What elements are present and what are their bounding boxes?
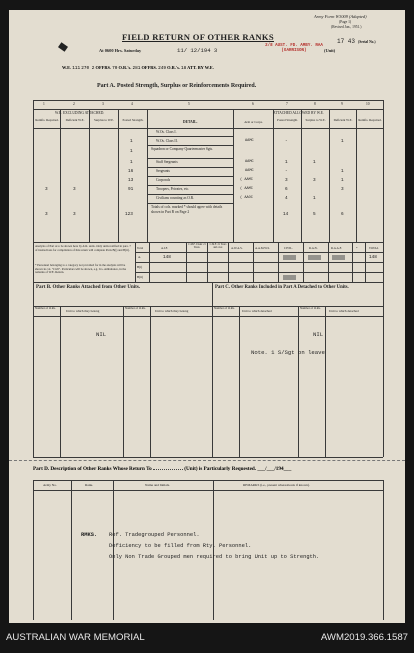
posted-strength: 16	[128, 169, 134, 174]
att-deficient: 1	[341, 139, 344, 144]
posted-strength: 1	[130, 139, 133, 144]
att-posted: 3	[285, 178, 288, 183]
att-surplus: 3	[313, 178, 316, 183]
subheader: Posted Strength.	[122, 118, 144, 122]
unit-stamp: 2/8 AUST. FD. AMBY. RAA (GARRISON)	[265, 44, 323, 53]
analysis-row-label: B(i)	[137, 265, 143, 269]
parts-b-c	[33, 282, 383, 457]
col-number: 9	[341, 102, 343, 106]
arm-corps: AAMC	[245, 139, 254, 143]
analysis-header: Total	[137, 246, 144, 250]
analysis-header: *	[356, 246, 358, 250]
col-number: 1	[43, 102, 45, 106]
subheader: Surplus to W.E.	[305, 118, 326, 122]
subheader: Arm or Corps.	[244, 120, 263, 124]
document-page	[9, 10, 405, 623]
att-posted: 6	[285, 187, 288, 192]
serial-label: (Serial No.)	[358, 40, 376, 44]
form-number: Army Form W3009 (Adapted)	[314, 14, 367, 19]
archive-footer	[0, 623, 414, 653]
col-number: 2	[73, 102, 75, 106]
att-deficient: 3	[341, 187, 344, 192]
att-deficient-total: 6	[341, 212, 344, 217]
row-detail: Sergeants	[156, 169, 170, 173]
remarks-line: Only Non Trade Grouped men required to bring Unit up to Strength.	[109, 554, 320, 560]
part-c-title: Part C. Other Ranks Included in Part A Detached to Other Units.	[215, 285, 349, 290]
att-posted-total: 14	[283, 212, 289, 217]
col-number: 6	[252, 102, 254, 106]
part-d-col: Name and Initials.	[145, 483, 170, 487]
arm-corps: ( AAOC	[240, 196, 253, 200]
arm-corps: ( AAMC	[240, 187, 253, 191]
redaction-mark	[332, 255, 345, 260]
analysis-header: A.A.M.W.S.	[255, 246, 270, 250]
form-page: (Page 1)	[339, 20, 352, 24]
part-c-col: Unit to which detached	[329, 309, 359, 313]
posted-strength: 1	[130, 149, 133, 154]
col-number: 3	[102, 102, 104, 106]
att-posted: -	[285, 169, 288, 174]
redaction-mark	[283, 255, 296, 260]
analysis-header: C.M.F. Under 21 Years.	[188, 243, 206, 249]
attached-allowed-header: ATTACHED ALLOWED BY W.E.	[273, 111, 324, 115]
att-surplus: 1	[313, 196, 316, 201]
att-posted: 4	[285, 196, 288, 201]
part-b-col: Number of O.Rs.	[125, 306, 146, 310]
redaction-mark	[308, 255, 321, 260]
footer-id: AWM2019.366.1587	[320, 632, 408, 643]
analysis-header: CIVIL.	[284, 246, 293, 250]
analysis-header: R.A.A.F.	[331, 246, 342, 250]
footer-source: AUSTRALIAN WAR MEMORIAL	[6, 632, 145, 643]
part-d-col: REMARKS (i.e., present whereabouts if known).	[243, 483, 310, 487]
part-d-title: Part D. Description of Other Ranks Whose Return To (Unit) is Particularly Requested. ___/___/194___	[33, 466, 292, 472]
analysis-header: C.M.F. 21 Years and over.	[209, 243, 227, 249]
arm-corps: AAMC	[245, 169, 254, 173]
part-d-table	[33, 480, 383, 620]
we-excluding-header: W.E. EXCLUDING ATTACHED.	[55, 111, 105, 115]
date-line-label: At 0600 Hrs. Saturday	[99, 48, 142, 53]
att-deficient: 1	[341, 178, 344, 183]
subheader: Reinfts. Required.	[35, 118, 59, 122]
row-detail: Squadron or Company Quartermaster Sgts.	[151, 147, 213, 151]
subheader: Reinfts. Required.	[358, 118, 382, 122]
part-c-value: NIL	[313, 331, 324, 338]
analysis-header: A.W.A.S.	[231, 246, 243, 250]
part-b-title: Part B. Other Ranks Attached from Other Units.	[36, 285, 141, 290]
subheader: Posted Strength.	[277, 118, 298, 122]
serial-value: 17 43	[337, 38, 356, 45]
part-b-col: Unit to which they belong	[66, 309, 100, 313]
part-a-table	[33, 100, 383, 242]
analysis-header: TOTAL	[369, 246, 379, 250]
analysis-section	[33, 242, 383, 282]
att-posted: -	[285, 139, 288, 144]
subheader: Surplus to W.E.	[93, 118, 114, 122]
att-surplus-total: 5	[313, 212, 316, 217]
part-c-col: Unit to which detached	[242, 309, 272, 313]
deficient-we: 3	[73, 187, 76, 192]
att-posted: 1	[285, 160, 288, 165]
remarks-line: Deficiency to be filled from Rty. Personnel.	[109, 543, 252, 549]
part-b-col: Number of O.Rs.	[35, 306, 56, 310]
detail-header: DETAIL.	[183, 120, 198, 124]
row-detail: Corporals	[156, 178, 171, 182]
analysis-header: A.I.F.	[161, 246, 168, 250]
posted-strength: 13	[128, 178, 134, 183]
remarks-line: Ref. Tradegrouped Personnel.	[109, 532, 200, 538]
att-deficient: 1	[341, 169, 344, 174]
analysis-note: * Personnel belonging to a category not provided for in the analysis will be shown in col. "Civil". Particulars will be shown, e.g. I.G. Ambulance, in the remarks of W.E. Return.	[35, 263, 127, 274]
part-b-col: Unit to which they belong	[155, 309, 189, 313]
analysis-row-label: B(ii)	[137, 275, 144, 279]
part-c-col: Number of O.Rs.	[214, 306, 235, 310]
arm-corps: AAMC	[245, 160, 254, 164]
arm-corps: ( AAMC	[240, 178, 253, 182]
redaction-mark	[283, 275, 296, 280]
remarks-label: RMKS.	[81, 532, 98, 538]
posted-strength-total: 123	[125, 212, 133, 217]
posted-strength: 1	[130, 160, 133, 165]
deficient-we-total: 3	[73, 212, 76, 217]
subheader: Deficient W.E.	[65, 118, 85, 122]
row-detail: Civilians counting as O.R.	[156, 196, 195, 200]
reinfts-required: 3	[45, 187, 48, 192]
part-d-col: Army No.	[43, 483, 57, 487]
we-line: W.E. 111 270 2 OFFRS. 70 O.R.'s. 281 OFFRS. 249 O.R.'s. 18 ATT. BY W.E.	[62, 65, 214, 71]
row-detail: Troopers, Privates, etc.	[156, 187, 190, 191]
unit-label: (Unit)	[324, 48, 336, 53]
analysis-note: Analysis of Part A to be shown here by ALL units. Only units notified in para. 7 of instructions for compilation of this return will complete Parts B(i) and B(ii).	[35, 244, 131, 252]
part-c-note: Note. 1 S/Sgt on leave	[251, 349, 325, 356]
page-title: FIELD RETURN OF OTHER RANKS	[122, 32, 274, 42]
att-surplus: 1	[313, 160, 316, 165]
subheader: Deficient W.E.	[333, 118, 353, 122]
col-number: 8	[314, 102, 316, 106]
row-detail: W.Os. Class II.	[156, 139, 178, 143]
row-detail: Staff Sergeants	[156, 160, 178, 164]
row-detail: W.Os. Class I.	[156, 130, 177, 134]
analysis-aif-value: 148	[163, 255, 171, 260]
form-revision: (Revised Jan., 1951.)	[331, 25, 362, 29]
col-number: 10	[366, 102, 370, 106]
analysis-total-value: 148	[369, 255, 377, 260]
date-value: 11/ 12/194 3	[177, 47, 218, 54]
ink-mark	[58, 42, 68, 52]
part-b-value: NIL	[96, 331, 107, 338]
col-number: 7	[286, 102, 288, 106]
reinfts-required-total: 3	[45, 212, 48, 217]
part-d-col: Rank.	[85, 483, 94, 487]
row-detail-totals: Totals of cols. marked * should agree with details shown in Part B on Page 2	[151, 205, 223, 214]
col-number: 5	[188, 102, 190, 106]
section-divider	[9, 460, 405, 461]
part-a-title: Part A. Posted Strength, Surplus or Reinforcements Required.	[97, 83, 257, 89]
part-c-col: Number of O.Rs.	[300, 306, 321, 310]
posted-strength: 91	[128, 187, 134, 192]
analysis-row-label: A.	[138, 255, 142, 259]
col-number: 4	[131, 102, 133, 106]
analysis-header: R.A.N.	[309, 246, 318, 250]
